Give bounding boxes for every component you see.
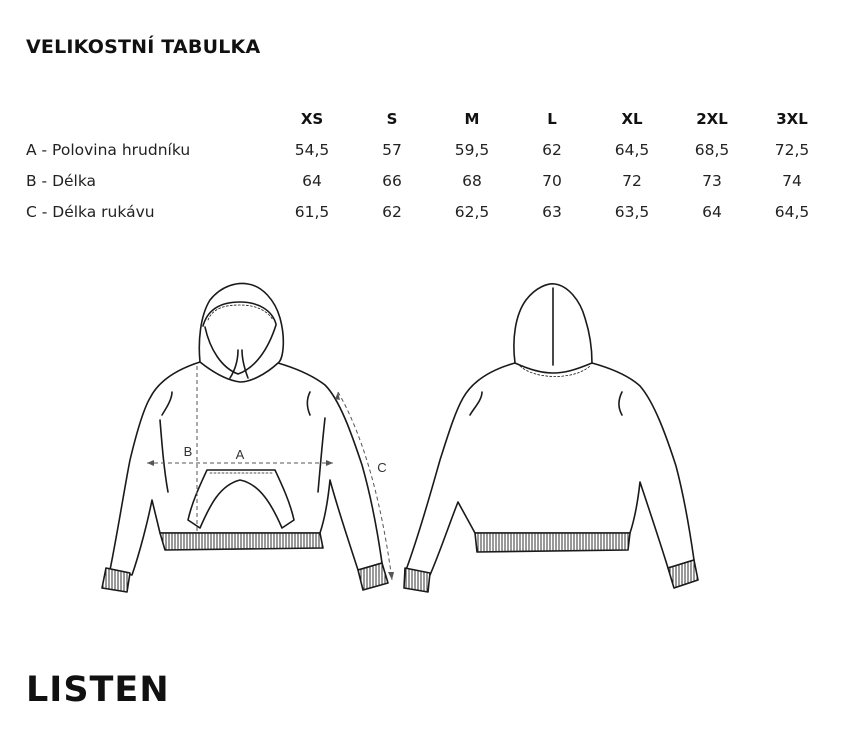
dimension-label-a: A xyxy=(235,447,245,462)
table-cell: 72,5 xyxy=(774,140,810,159)
row-label-header xyxy=(26,104,272,134)
table-cell: 64,5 xyxy=(614,140,650,159)
table-cell: 73 xyxy=(702,171,722,190)
size-header-m: M xyxy=(464,110,480,128)
table-cell: 54,5 xyxy=(294,140,330,159)
table-cell: 63,5 xyxy=(614,202,650,221)
size-header-l: L xyxy=(547,110,557,128)
dimension-label-c: C xyxy=(377,460,387,475)
table-cell: 62,5 xyxy=(454,202,490,221)
row-label: A - Polovina hrudníku xyxy=(26,140,191,159)
table-cell: 63 xyxy=(542,202,562,221)
size-header-row xyxy=(26,104,832,134)
size-header-2xl: 2XL xyxy=(696,110,728,128)
hoodie-diagram xyxy=(0,270,845,605)
size-header-s: S xyxy=(386,110,398,128)
table-cell: 62 xyxy=(382,202,402,221)
table-cell: 70 xyxy=(542,171,562,190)
table-cell: 74 xyxy=(782,171,802,190)
page-title: VELIKOSTNÍ TABULKA xyxy=(26,36,261,58)
table-cell: 72 xyxy=(622,171,642,190)
table-cell: 64 xyxy=(302,171,322,190)
table-row-chest xyxy=(26,134,832,165)
table-cell: 68,5 xyxy=(694,140,730,159)
table-cell: 64 xyxy=(702,202,722,221)
table-cell: 61,5 xyxy=(294,202,330,221)
size-header-xs: XS xyxy=(300,110,324,128)
size-header-xl: XL xyxy=(621,110,643,128)
table-cell: 57 xyxy=(382,140,402,159)
hoodie-back-illustration xyxy=(404,284,698,592)
table-cell: 64,5 xyxy=(774,202,810,221)
row-label: B - Délka xyxy=(26,171,97,190)
size-header-3xl: 3XL xyxy=(776,110,808,128)
table-row-sleeve xyxy=(26,196,832,227)
table-cell: 66 xyxy=(382,171,402,190)
dimension-label-b: B xyxy=(183,444,193,459)
table-row-length xyxy=(26,165,832,196)
hoodie-front-illustration xyxy=(102,283,388,592)
row-label: C - Délka rukávu xyxy=(26,202,155,221)
table-cell: 68 xyxy=(462,171,482,190)
brand-logo: LISTEN xyxy=(26,670,170,710)
table-cell: 62 xyxy=(542,140,562,159)
size-table xyxy=(26,104,832,227)
table-cell: 59,5 xyxy=(454,140,490,159)
